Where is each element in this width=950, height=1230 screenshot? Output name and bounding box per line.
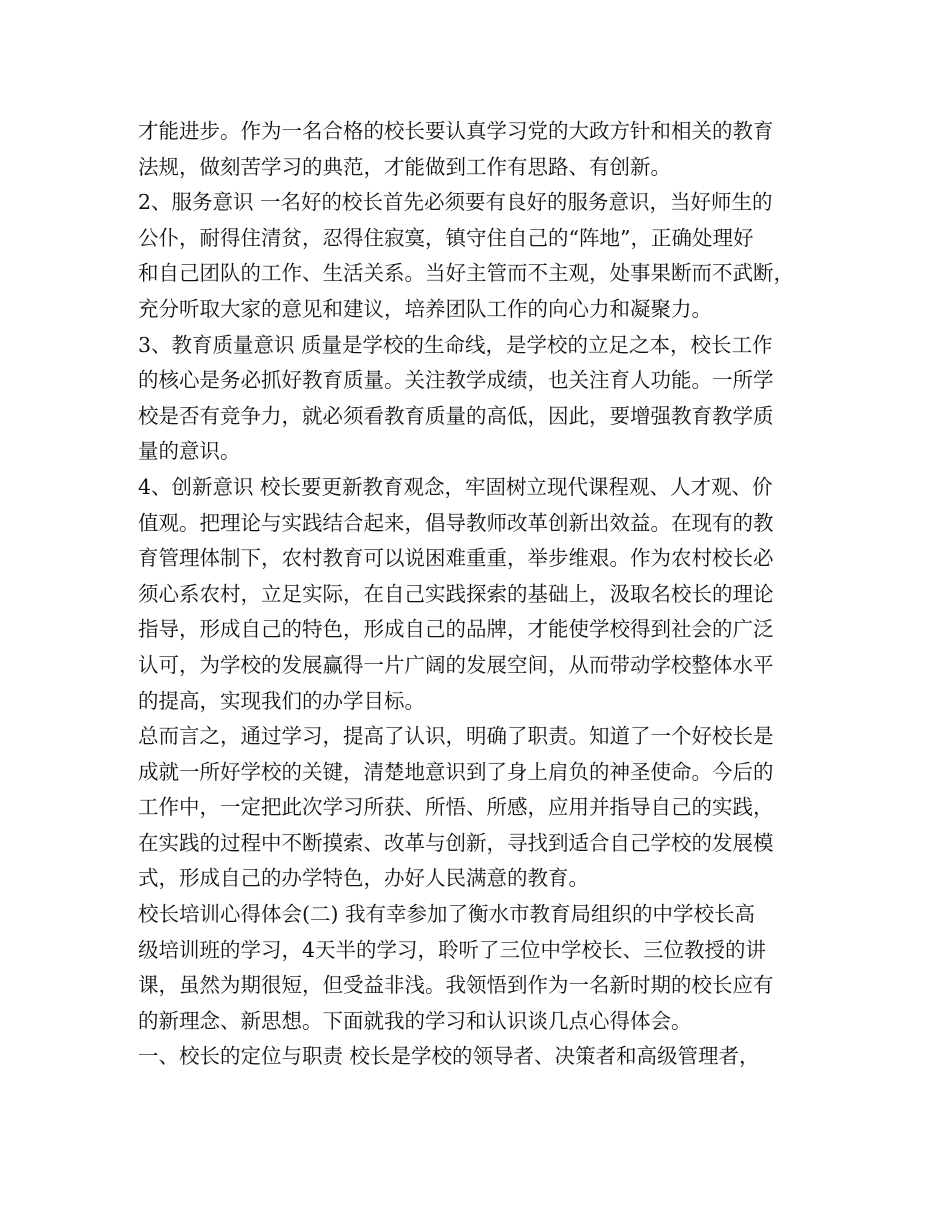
text-line: 的提高，实现我们的办学目标。 (138, 688, 425, 713)
document-body (138, 114, 818, 1075)
text-line: 的新理念、新思想。下面就我的学习和认识谈几点心得体会。 (138, 1008, 692, 1033)
text-line: 校是否有竞争力，就必须看教育质量的高低，因此，要增强教育教学质 (138, 403, 774, 428)
text-line: 课，虽然为期很短，但受益非浅。我领悟到作为一名新时期的校长应有 (138, 973, 774, 998)
text-line: 式，形成自己的办学特色，办好人民满意的教育。 (138, 866, 589, 891)
text-line: 认可，为学校的发展赢得一片广阔的发展空间，从而带动学校整体水平 (138, 652, 774, 677)
text-line: 级培训班的学习，4天半的学习，聆听了三位中学校长、三位教授的讲 (138, 937, 767, 962)
text-line: 和自己团队的工作、生活关系。当好主管而不主观，处事果断而不武断， (138, 261, 794, 286)
text-line: 校长培训心得体会(二) 我有幸参加了衡水市教育局组织的中学校长高 (138, 902, 756, 927)
text-line: 一、校长的定位与职责 校长是学校的领导者、决策者和高级管理者， (138, 1044, 760, 1069)
text-line: 的核心是务必抓好教育质量。关注教学成绩，也关注育人功能。一所学 (138, 368, 774, 393)
text-line: 量的意识。 (138, 439, 241, 464)
text-line: 才能进步。作为一名合格的校长要认真学习党的大政方针和相关的教育 (138, 119, 774, 143)
text-line: 育管理体制下，农村教育可以说困难重重，举步维艰。作为农村校长必 (138, 546, 774, 571)
text-line: 值观。把理论与实践结合起来，倡导教师改革创新出效益。在现有的教 (138, 510, 774, 535)
text-line: 指导，形成自己的特色，形成自己的品牌，才能使学校得到社会的广泛 (138, 617, 774, 642)
text-line: 3、教育质量意识 质量是学校的生命线，是学校的立足之本，校长工作 (138, 332, 773, 357)
text-line: 须心系农村，立足实际，在自己实践探索的基础上，汲取名校长的理论 (138, 581, 774, 606)
text-line: 在实践的过程中不断摸索、改革与创新，寻找到适合自己学校的发展模 (138, 830, 774, 855)
text-line: 公仆，耐得住清贫，忍得住寂寞，镇守住自己的“阵地”，正确处理好 (138, 225, 754, 250)
text-line: 充分听取大家的意见和建议，培养团队工作的向心力和凝聚力。 (138, 296, 712, 321)
text-line: 成就一所好学校的关键，清楚地意识到了身上肩负的神圣使命。今后的 (138, 759, 774, 784)
text-line: 工作中，一定把此次学习所获、所悟、所感，应用并指导自己的实践， (138, 795, 774, 820)
text-line: 4、创新意识 校长要更新教育观念，牢固树立现代课程观、人才观、价 (138, 474, 773, 499)
text-line: 2、服务意识 一名好的校长首先必须要有良好的服务意识，当好师生的 (138, 190, 773, 215)
text-line: 法规，做刻苦学习的典范，才能做到工作有思路、有创新。 (138, 154, 671, 179)
text-line: 总而言之，通过学习，提高了认识，明确了职责。知道了一个好校长是 (138, 724, 774, 749)
